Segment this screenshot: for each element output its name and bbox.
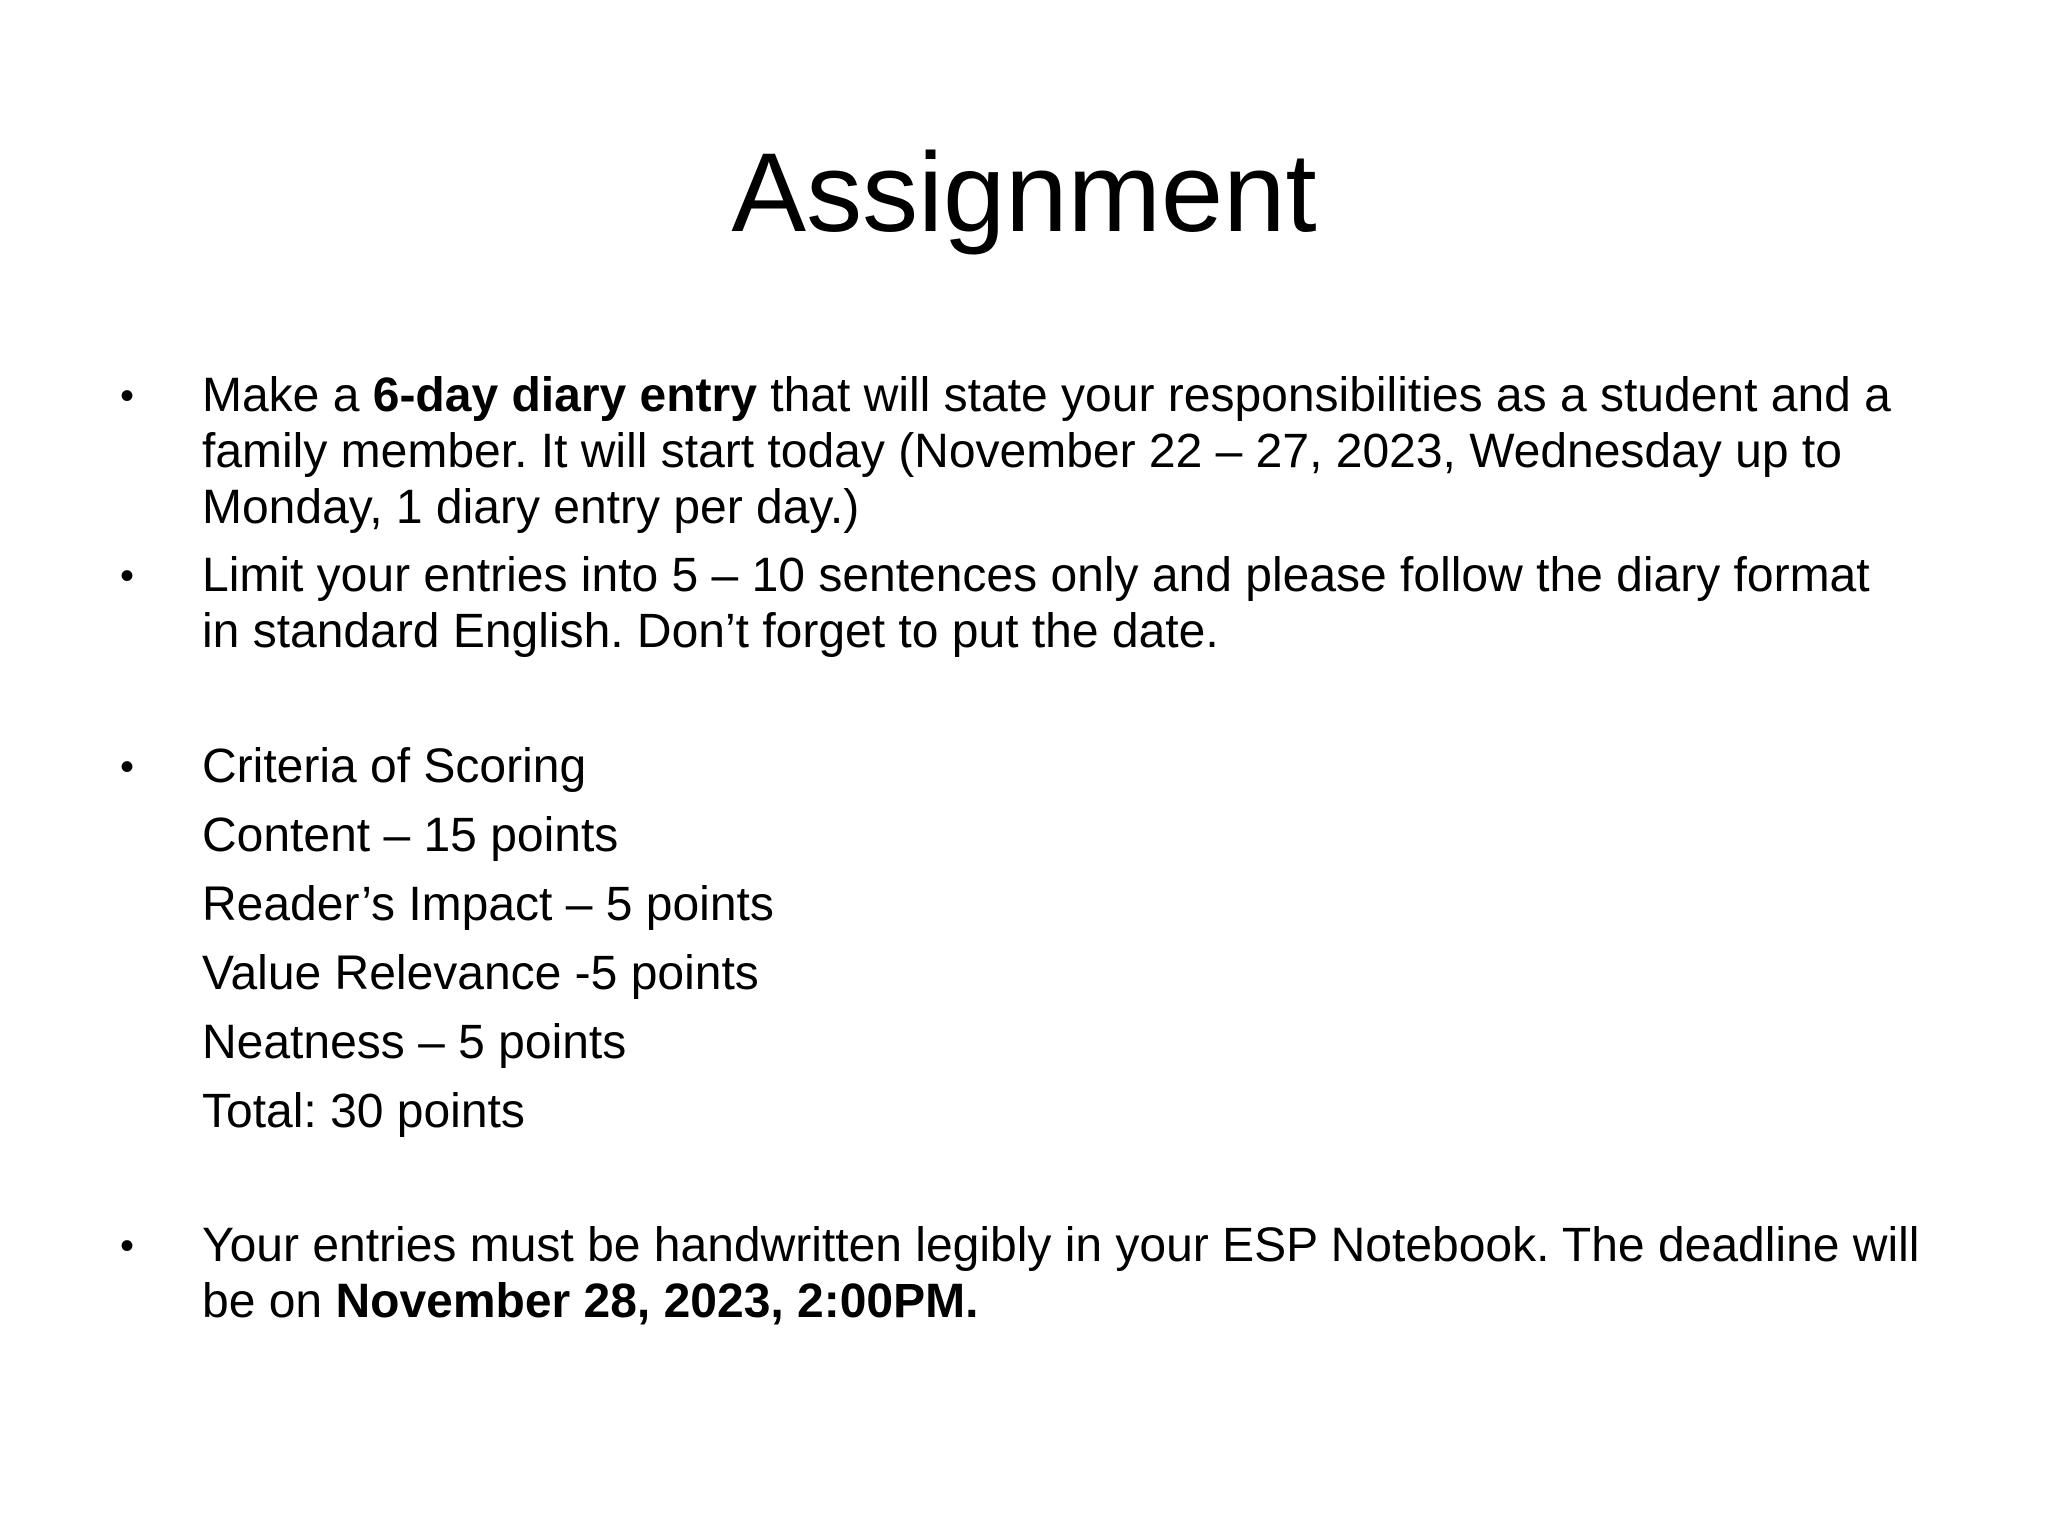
bullet-list	[120, 368, 1920, 1330]
slide-title: Assignment	[731, 130, 1317, 255]
criteria-total: Total: 30 points	[202, 1085, 525, 1138]
bullet-dot-icon: •	[120, 554, 135, 598]
criteria-heading: Criteria of Scoring	[202, 740, 587, 793]
deadline-date: November 28, 2023, 2:00PM.	[335, 1275, 979, 1328]
bullet-text-part: Make a	[202, 369, 373, 422]
bullet-text: Limit your entries into 5 – 10 sentences only and please follow the diary format in standard English. Don’t forget to put the date.	[202, 549, 1870, 658]
bullet-diary-entry	[120, 368, 1920, 536]
criteria-item-content: Content – 15 points	[202, 809, 619, 862]
criteria-item-readers-impact: Reader’s Impact – 5 points	[202, 878, 774, 931]
criteria-item-neatness: Neatness – 5 points	[202, 1016, 627, 1069]
bullet-text-part: Your entries must be handwritten legibly in your ESP Notebook. The deadline will be on	[202, 1219, 1920, 1328]
bullet-deadline	[120, 1218, 1920, 1330]
bullet-limit-entries	[120, 548, 1920, 660]
criteria-item-value-relevance: Value Relevance -5 points	[202, 947, 759, 1000]
bullet-text-part: that will state your responsibilities as a student and a family member. It will start today (November 22 – 27, 2023, Wednesday up to Monday, 1 diary entry per day.)	[202, 369, 1891, 534]
bullet-dot-icon: •	[120, 1224, 135, 1268]
bullet-text-emphasis: 6-day diary entry	[372, 369, 757, 422]
bullet-dot-icon: •	[120, 745, 135, 789]
bullet-criteria	[120, 739, 1920, 1140]
bullet-dot-icon: •	[120, 374, 135, 418]
